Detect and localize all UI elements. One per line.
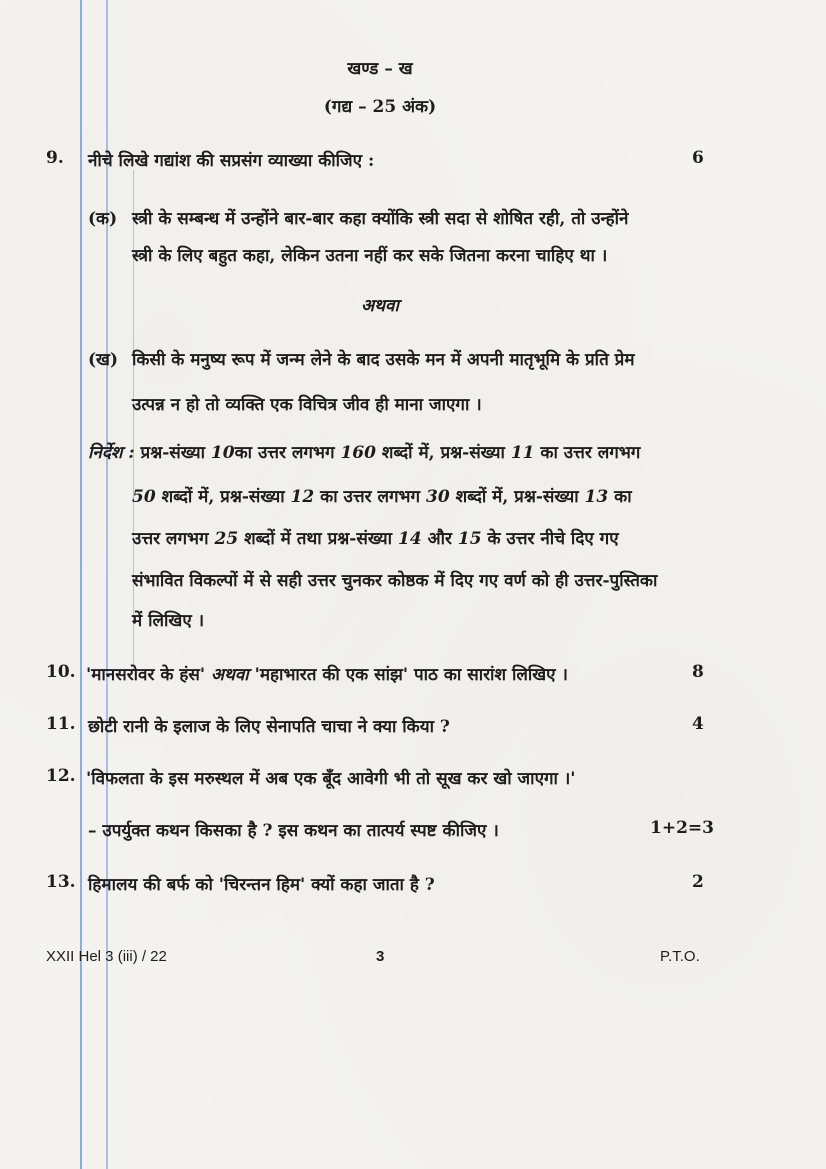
question-text: छोटी रानी के इलाज के लिए सेनापति चाचा ने क्या किया ? [88,717,450,737]
section-subtitle: (गद्य – 25 अंक) [323,97,437,117]
question-text: 'मानसरोवर के हंस' अथवा 'महाभारत की एक सांझ' पाठ का सारांश लिखिए । [86,665,568,685]
instruction-line: उत्तर लगभग 25 शब्दों में तथा प्रश्न-संख्या 14 और 15 के उत्तर नीचे दिए गए [132,529,619,549]
question-text: नीचे लिखे गद्यांश की सप्रसंग व्याख्या कीजिए : [88,151,375,171]
question-number: 12. [46,766,76,786]
instruction-line: निर्देश : प्रश्न-संख्या 10का उत्तर लगभग 160 शब्दों में, प्रश्न-संख्या 11 का उत्तर लगभग [88,443,641,463]
instruction-line: संभावित विकल्पों में से सही उत्तर चुनकर कोष्ठक में दिए गए वर्ण को ही उत्तर-पुस्तिका [132,571,658,591]
section-title: खण्ड – ख [347,59,413,79]
option-label: (क) [88,209,118,229]
question-number: 10. [46,662,76,682]
question-number: 13. [46,872,76,892]
question-marks: 2 [692,872,704,892]
question-marks: 1+2=3 [650,818,714,838]
paper-code: XXII Hel 3 (iii) / 22 [46,948,167,965]
question-text: – उपर्युक्त कथन किसका है ? इस कथन का तात्पर्य स्पष्ट कीजिए । [88,821,499,841]
question-marks: 6 [692,148,704,168]
question-text: हिमालय की बर्फ को 'चिरन्तन हिम' क्यों कहा जाता है ? [88,875,435,895]
passage-line: स्त्री के सम्बन्ध में उन्होंने बार-बार कहा क्योंकि स्त्री सदा से शोषित रही, तो उन्होंने [132,209,629,229]
question-marks: 4 [692,714,704,734]
question-text: 'विफलता के इस मरुस्थल में अब एक बूँद आवेगी भी तो सूख कर खो जाएगा ।' [86,769,576,789]
passage-line: किसी के मनुष्य रूप में जन्म लेने के बाद उसके मन में अपनी मातृभूमि के प्रति प्रेम [132,350,635,370]
question-number: 9. [46,148,64,168]
pto-label: P.T.O. [660,948,700,965]
option-label: (ख) [88,350,118,370]
instruction-line: में लिखिए । [132,611,205,631]
question-marks: 8 [692,662,704,682]
passage-line: उत्पन्न न हो तो व्यक्ति एक विचित्र जीव ही माना जाएगा । [132,395,482,415]
instruction-label: निर्देश : [88,443,135,463]
margin-line [106,0,108,1169]
passage-line: स्त्री के लिए बहुत कहा, लेकिन उतना नहीं कर सके जितना करना चाहिए था । [132,246,608,266]
or-separator: अथवा [361,296,399,316]
instruction-line: 50 शब्दों में, प्रश्न-संख्या 12 का उत्तर लगभग 30 शब्दों में, प्रश्न-संख्या 13 का [132,487,632,507]
page-number: 3 [376,948,385,965]
question-number: 11. [46,714,76,734]
margin-line [80,0,82,1169]
